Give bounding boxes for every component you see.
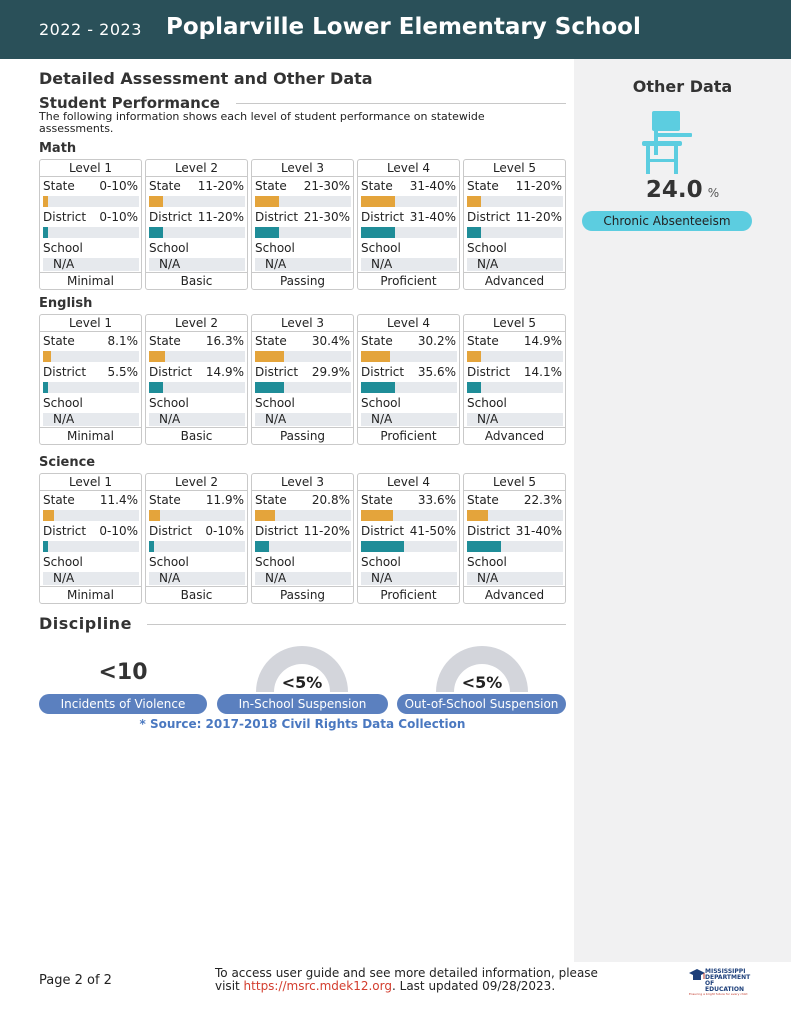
school-label: School [149,241,189,255]
district-bar [43,382,48,393]
district-value: 14.9% [205,365,244,379]
state-bar-track [43,351,139,362]
state-bar-track [467,196,563,207]
page-title: Detailed Assessment and Other Data [39,69,373,88]
state-label: State [43,334,75,348]
state-value: 16.3% [205,334,244,348]
district-label: District [361,210,405,224]
state-bar-track [467,510,563,521]
school-label: School [361,396,401,410]
level-card [145,473,248,604]
section-title-student-performance: Student Performance [39,94,220,112]
school-value: N/A [467,413,563,426]
level-title: Level 1 [40,315,141,332]
district-bar [361,541,404,552]
state-bar [255,510,275,521]
level-title: Level 3 [252,160,353,177]
absenteeism-value-wrap [574,177,791,203]
absenteeism-label: Chronic Absenteeism [582,211,752,231]
state-bar-track [255,510,351,521]
state-bar [255,351,284,362]
level-name: Proficient [358,427,459,444]
district-bar [255,541,269,552]
school-value: N/A [467,258,563,271]
section-description: The following information shows each level of student performance on statewide assessments. [39,110,485,135]
state-value: 30.2% [417,334,456,348]
level-card [463,314,566,445]
school-label: School [361,555,401,569]
state-bar-track [361,196,457,207]
other-data-panel [574,59,791,962]
school-value: N/A [361,258,457,271]
state-value: 11-20% [515,179,562,193]
state-label: State [467,493,499,507]
state-value: 11.9% [205,493,244,507]
district-bar [149,227,163,238]
level-name: Minimal [40,586,141,603]
school-value: N/A [43,572,139,585]
level-title: Level 2 [146,315,247,332]
out-of-school-suspension-value: <5% [461,673,503,692]
state-label: State [149,179,181,193]
level-card [251,314,354,445]
school-value: N/A [149,413,245,426]
state-bar-track [255,196,351,207]
state-bar [255,196,279,207]
school-value: N/A [43,413,139,426]
section-divider [147,624,566,625]
level-title: Level 1 [40,474,141,491]
district-value: 31-40% [515,524,562,538]
level-name: Basic [146,427,247,444]
level-card [463,473,566,604]
state-bar-track [43,196,139,207]
state-value: 20.8% [311,493,350,507]
state-label: State [361,493,393,507]
state-bar-track [149,196,245,207]
school-name: Poplarville Lower Elementary School [166,14,641,40]
school-value: N/A [361,572,457,585]
district-bar [467,541,501,552]
footer-note [215,967,605,993]
state-bar [467,351,481,362]
state-bar-track [149,351,245,362]
school-value: N/A [467,572,563,585]
district-bar [255,227,279,238]
level-title: Level 2 [146,160,247,177]
district-bar-track [43,227,139,238]
school-value: N/A [149,258,245,271]
district-label: District [361,365,405,379]
level-card [39,314,142,445]
level-name: Advanced [464,272,565,289]
state-value: 21-30% [303,179,350,193]
state-label: State [149,493,181,507]
district-bar-track [149,541,245,552]
district-bar [149,541,154,552]
level-title: Level 4 [358,160,459,177]
district-bar [255,382,284,393]
state-value: 0-10% [99,179,138,193]
state-label: State [149,334,181,348]
state-bar [149,510,160,521]
level-title: Level 3 [252,474,353,491]
district-value: 11-20% [197,210,244,224]
district-bar-track [43,541,139,552]
level-title: Level 4 [358,474,459,491]
district-bar-track [467,541,563,552]
district-label: District [149,524,193,538]
district-bar [467,382,481,393]
level-card [39,473,142,604]
level-card [357,473,460,604]
district-bar-track [467,227,563,238]
level-name: Passing [252,272,353,289]
district-bar [149,382,163,393]
absenteeism-value: 24.0 [645,177,703,203]
state-bar [43,196,48,207]
level-title: Level 1 [40,160,141,177]
level-name: Minimal [40,427,141,444]
state-bar [43,510,54,521]
state-label: State [467,179,499,193]
website-link[interactable]: https://msrc.mdek12.org [243,979,392,993]
state-label: State [255,179,287,193]
district-bar-track [361,382,457,393]
district-label: District [149,365,193,379]
level-name: Passing [252,427,353,444]
district-value: 11-20% [303,524,350,538]
district-bar-track [255,541,351,552]
violence-value: <10 [98,660,148,685]
state-bar [149,351,165,362]
level-card [357,159,460,290]
school-value: N/A [149,572,245,585]
school-label: School [255,396,295,410]
school-year: 2022 - 2023 [39,20,142,39]
district-label: District [255,365,299,379]
state-bar [149,196,163,207]
district-bar-track [255,382,351,393]
state-bar-track [255,351,351,362]
state-label: State [255,493,287,507]
out-of-school-suspension-label: Out-of-School Suspension [397,694,566,714]
state-label: State [361,179,393,193]
state-value: 31-40% [409,179,456,193]
level-card [145,159,248,290]
logo-text: MISSISSIPPI DEPARTMENT OF EDUCATION [705,968,751,993]
state-label: State [43,179,75,193]
state-value: 14.9% [523,334,562,348]
level-title: Level 5 [464,474,565,491]
district-value: 0-10% [99,524,138,538]
district-value: 11-20% [515,210,562,224]
level-name: Minimal [40,272,141,289]
district-value: 35.6% [417,365,456,379]
level-card [145,314,248,445]
district-value: 0-10% [205,524,244,538]
page-header [0,0,791,59]
graduation-cap-icon [689,967,705,987]
level-title: Level 5 [464,160,565,177]
district-value: 0-10% [99,210,138,224]
in-school-suspension-value: <5% [281,673,323,692]
section-title-discipline: Discipline [39,614,132,633]
mde-logo [689,967,751,997]
level-name: Advanced [464,427,565,444]
level-name: Basic [146,272,247,289]
district-label: District [255,210,299,224]
district-label: District [43,524,87,538]
school-label: School [43,241,83,255]
footer-text-before: To access user guide and see more detailed information, please visit [215,966,598,993]
level-name: Basic [146,586,247,603]
state-value: 22.3% [523,493,562,507]
level-name: Proficient [358,586,459,603]
level-name: Advanced [464,586,565,603]
level-card [357,314,460,445]
school-label: School [43,555,83,569]
state-label: State [467,334,499,348]
district-bar-track [467,382,563,393]
district-value: 21-30% [303,210,350,224]
state-bar [361,510,393,521]
school-label: School [467,555,507,569]
district-value: 41-50% [409,524,456,538]
state-value: 33.6% [417,493,456,507]
level-title: Level 3 [252,315,353,332]
school-label: School [467,241,507,255]
school-label: School [467,396,507,410]
district-label: District [467,210,511,224]
state-bar-track [361,351,457,362]
violence-label: Incidents of Violence [39,694,207,714]
subject-title-math: Math [39,141,77,156]
level-card [251,159,354,290]
school-desk-icon [640,111,694,175]
school-value: N/A [255,572,351,585]
subject-title-english: English [39,296,93,311]
level-card [251,473,354,604]
subject-title-science: Science [39,455,96,470]
page-number: Page 2 of 2 [39,973,112,988]
state-value: 8.1% [107,334,138,348]
district-value: 14.1% [523,365,562,379]
state-bar [43,351,51,362]
state-bar [467,196,481,207]
school-value: N/A [43,258,139,271]
level-title: Level 5 [464,315,565,332]
district-label: District [43,210,87,224]
district-bar [43,541,48,552]
school-value: N/A [255,258,351,271]
state-bar-track [149,510,245,521]
level-card [463,159,566,290]
footer-text-after: . Last updated 09/28/2023. [392,979,556,993]
in-school-suspension-label: In-School Suspension [217,694,388,714]
district-value: 5.5% [107,365,138,379]
school-label: School [361,241,401,255]
absenteeism-unit: % [707,186,720,200]
district-label: District [255,524,299,538]
other-data-title: Other Data [632,77,733,96]
state-bar-track [43,510,139,521]
district-value: 31-40% [409,210,456,224]
level-name: Passing [252,586,353,603]
school-label: School [43,396,83,410]
district-bar [361,382,395,393]
state-value: 11-20% [197,179,244,193]
level-title: Level 2 [146,474,247,491]
district-bar [43,227,48,238]
school-label: School [149,555,189,569]
data-source-note: * Source: 2017-2018 Civil Rights Data Collection [139,717,466,731]
state-bar [361,351,390,362]
state-bar [467,510,488,521]
district-label: District [361,524,405,538]
school-label: School [255,555,295,569]
state-value: 30.4% [311,334,350,348]
school-value: N/A [361,413,457,426]
state-value: 11.4% [99,493,138,507]
school-value: N/A [255,413,351,426]
level-title: Level 4 [358,315,459,332]
level-name: Proficient [358,272,459,289]
state-label: State [361,334,393,348]
district-value: 29.9% [311,365,350,379]
school-label: School [149,396,189,410]
logo-tagline: Ensuring a bright future for every child [689,992,748,996]
school-label: School [255,241,295,255]
level-card [39,159,142,290]
state-label: State [43,493,75,507]
district-label: District [467,365,511,379]
section-divider [236,103,566,104]
district-bar-track [43,382,139,393]
state-bar-track [467,351,563,362]
district-label: District [43,365,87,379]
district-bar [467,227,481,238]
state-bar-track [361,510,457,521]
district-bar-track [149,227,245,238]
district-bar-track [149,382,245,393]
state-label: State [255,334,287,348]
state-bar [361,196,395,207]
district-label: District [149,210,193,224]
district-bar [361,227,395,238]
district-label: District [467,524,511,538]
district-bar-track [361,541,457,552]
district-bar-track [255,227,351,238]
district-bar-track [361,227,457,238]
